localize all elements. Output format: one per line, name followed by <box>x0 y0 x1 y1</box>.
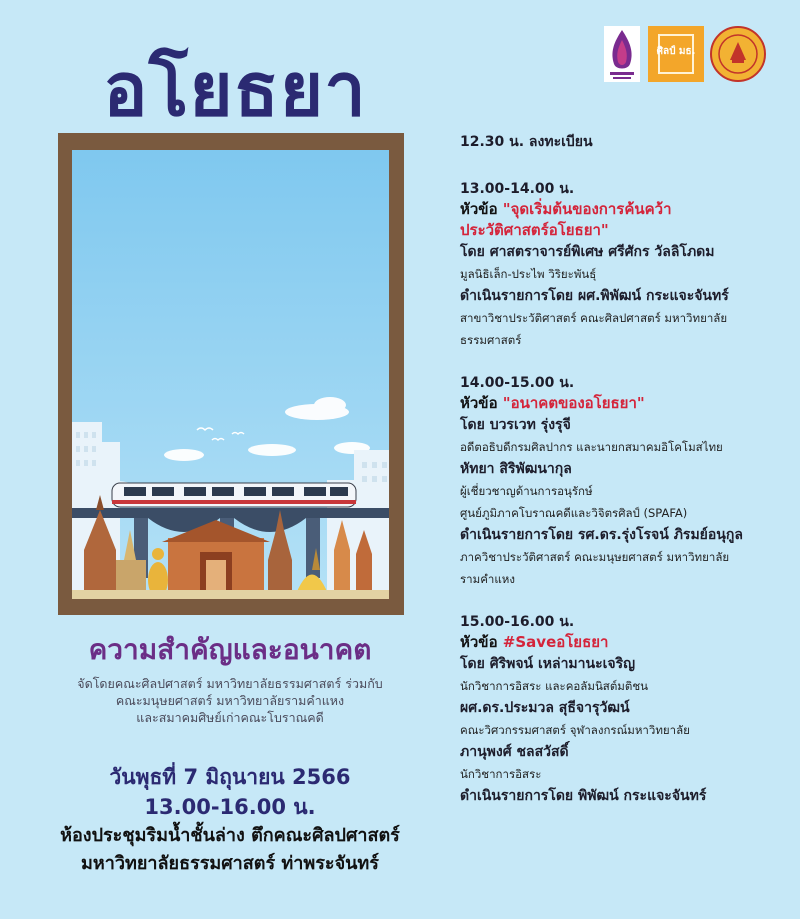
speaker-name: หัทยา สิริพัฒนากุล <box>460 461 572 477</box>
speaker-affiliation: อดีตอธิบดีกรมศิลปากร และนายกสมาคมอิโคโมสไทย <box>460 440 723 454</box>
speaker-name: โดย บวรเวท รุ่งรุจี <box>460 417 571 433</box>
speaker-affiliation: นักวิชาการอิสระ <box>460 767 542 781</box>
speaker-affiliation: คณะวิศวกรรมศาสตร์ จุฬาลงกรณ์มหาวิทยาลัย <box>460 723 690 737</box>
session-topic <box>460 632 790 653</box>
topic-prefix: หัวข้อ <box>460 200 503 218</box>
moderator-affiliation: ภาควิชาประวัติศาสตร์ คณะมนุษยศาสตร์ มหาวิทยาลัย <box>460 550 730 564</box>
session <box>460 179 790 351</box>
event-date: วันพุธที่ 7 มิถุนายน 2566 <box>109 765 351 789</box>
venue-line: ห้องประชุมริมน้ำชั้นล่าง ตึกคณะศิลปศาสตร์ <box>60 825 400 846</box>
speaker-name: โดย ศิริพจน์ เหล่ามานะเจริญ <box>460 656 636 672</box>
moderator-name: ดำเนินรายการโดย รศ.ดร.รุ่งโรจน์ ภิรมย์อนุกูล <box>460 527 743 543</box>
flame-emblem-icon <box>604 26 640 82</box>
venue-line: มหาวิทยาลัยธรรมศาสตร์ ท่าพระจันทร์ <box>81 853 379 874</box>
session <box>460 612 790 807</box>
event-date-block <box>20 762 440 822</box>
topic-title: "จุดเริ่มต้นของการค้นคว้า <box>502 200 672 218</box>
moderator-affiliation: รามคำแหง <box>460 572 515 586</box>
session-time: 15.00-16.00 น. <box>460 614 575 630</box>
speaker-affiliation: มูลนิธิเล็ก-ประไพ วิริยะพันธุ์ <box>460 267 597 281</box>
moderator-name: ดำเนินรายการโดย ผศ.พิพัฒน์ กระแจะจันทร์ <box>460 288 729 304</box>
moderator-affiliation: สาขาวิชาประวัติศาสตร์ คณะศิลปศาสตร์ มหาวิทยาลัย <box>460 311 728 325</box>
session-time: 14.00-15.00 น. <box>460 375 575 391</box>
event-venue <box>20 822 440 878</box>
event-time: 13.00-16.00 น. <box>144 795 316 819</box>
organizers-line: จัดโดยคณะศิลปศาสตร์ มหาวิทยาลัยธรรมศาสตร์ ร่วมกับ <box>77 676 383 691</box>
organizers-line: คณะมนุษยศาสตร์ มหาวิทยาลัยรามคำแหง <box>115 693 345 708</box>
university-seal-icon <box>710 26 766 82</box>
topic-title: "อนาคตของอโยธยา" <box>502 394 645 412</box>
topic-prefix: หัวข้อ <box>460 633 503 651</box>
topic-prefix: หัวข้อ <box>460 394 503 412</box>
logo-strip <box>604 26 774 86</box>
session-time: 13.00-14.00 น. <box>460 181 575 197</box>
event-subtitle: ความสำคัญและอนาคต <box>88 633 372 666</box>
liberal-arts-logo-text: ศิลป์ มธ. <box>656 46 696 57</box>
session-topic <box>460 199 790 220</box>
speaker-affiliation: ศูนย์ภูมิภาคโบราณคดีและวิจิตรศิลป์ (SPAFA) <box>460 506 688 520</box>
schedule <box>460 131 790 829</box>
topic-title: ประวัติศาสตร์อโยธยา" <box>460 221 609 239</box>
moderator-name: ดำเนินรายการโดย พิพัฒน์ กระแจะจันทร์ <box>460 788 707 804</box>
speaker-name: โดย ศาสตราจารย์พิเศษ ศรีศักร วัลลิโภดม <box>460 244 715 260</box>
page-title: อโยธยา <box>103 47 367 133</box>
organizers-block <box>20 675 440 726</box>
session-topic <box>460 393 790 414</box>
moderator-affiliation: ธรรมศาสตร์ <box>460 333 522 347</box>
speaker-affiliation: ผู้เชี่ยวชาญด้านการอนุรักษ์ <box>460 484 593 498</box>
session-topic-cont <box>460 220 790 241</box>
speaker-affiliation: นักวิชาการอิสระ และคอลัมนิสต์มติชน <box>460 679 649 693</box>
organizers-line: และสมาคมศิษย์เก่าคณะโบราณคดี <box>136 710 324 725</box>
speaker-name: ภานุพงศ์ ชลสวัสดิ์ <box>460 744 569 760</box>
cityscape-illustration <box>72 150 389 599</box>
speaker-name: ผศ.ดร.ประมวล สุธีจารุวัฒน์ <box>460 700 630 716</box>
liberal-arts-logo <box>648 26 704 82</box>
session <box>460 373 790 590</box>
registration-time: 12.30 น. ลงทะเบียน <box>460 134 593 150</box>
topic-title: #Saveอโยธยา <box>502 633 609 651</box>
